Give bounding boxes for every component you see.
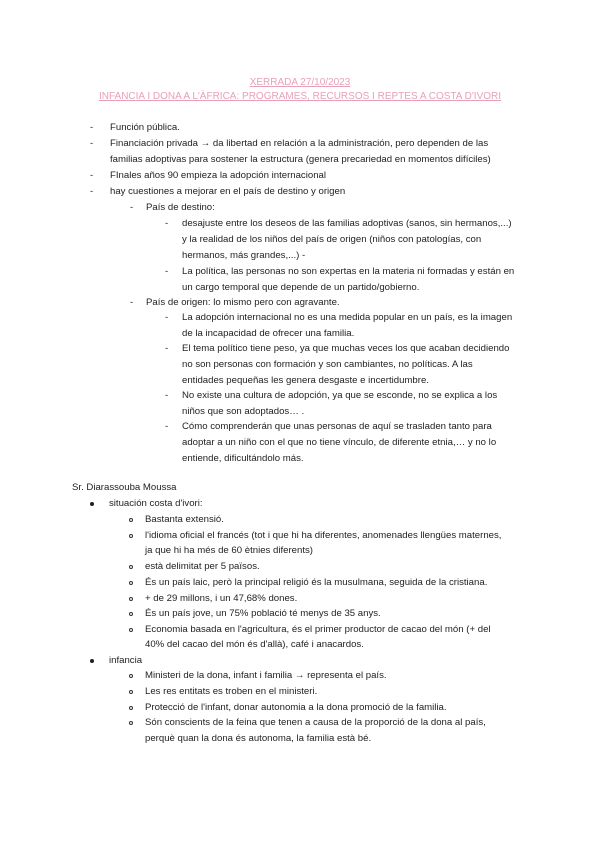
situacion-item-2-cont: ja que hi ha més de 60 ètnies diferents) [145, 545, 313, 556]
origen-point-3: No existe una cultura de adopción, ya que se esconde, no se explica a los [182, 390, 498, 401]
circle-bullet-icon [129, 534, 133, 538]
dash-marker: - [165, 390, 169, 401]
origen-point-3-cont: niños que son adoptados… . [182, 406, 305, 417]
dash-marker: - [165, 266, 169, 277]
infancia-item-4-cont: perquè quan la dona és autonoma, la familia està bé. [145, 733, 372, 744]
infancia-item-4: Són conscients de la feina que tenen a causa de la proporció de la dona al país, [145, 717, 486, 728]
list-item-situacion: situación costa d'ivori: [109, 498, 203, 509]
circle-bullet-icon [129, 612, 133, 616]
dash-marker: - [165, 421, 169, 432]
destino-point-1-cont: hermanos, más grandes,...) - [182, 250, 306, 261]
destino-point-2: La política, las personas no son expertas en la materia ni formadas y están en [182, 266, 515, 277]
origen-point-2-cont: no son personas con formación y son cambiantes, no políticas. A las [182, 359, 473, 370]
origen-point-2-cont: entidades pequeñas les genera desgaste e incertidumbre. [182, 375, 429, 386]
dash-marker: - [90, 138, 94, 149]
dash-marker: - [90, 122, 94, 133]
list-item-funcion-publica: Función pública. [110, 122, 180, 133]
circle-bullet-icon [129, 706, 133, 710]
bullet-icon [90, 659, 94, 663]
list-item-pais-origen: País de origen: lo mismo pero con agravante. [146, 297, 340, 308]
destino-point-2-cont: un cargo temporal que depende de un partido/gobierno. [182, 282, 420, 293]
circle-bullet-icon [129, 674, 133, 678]
circle-bullet-icon [129, 518, 133, 522]
origen-point-4-cont: entiende, dificultándolo más. [182, 453, 304, 464]
circle-bullet-icon [129, 565, 133, 569]
list-item-infancia: infancia [109, 655, 143, 666]
infancia-item-1: Ministeri de la dona, infant i familia → representa el país. [145, 670, 387, 681]
dash-marker: - [130, 202, 134, 213]
origen-point-4-cont: adoptar a un niño con el que no tiene vínculo, de diferente etnia,… y no lo [182, 437, 497, 448]
dash-marker: - [165, 218, 169, 229]
origen-point-1: La adopción internacional no es una medida popular en un país, es la imagen [182, 312, 513, 323]
origen-point-1-cont: de la incapacidad de ofrecer una familia. [182, 328, 355, 339]
bullet-icon [90, 502, 94, 506]
list-item-financiacion: Financiación privada → da libertad en relación a la administración, pero dependen de las [110, 138, 489, 149]
situacion-item-2: l'idioma oficial el francés (tot i que hi ha diferentes, anomenades llengües maternes, [145, 530, 502, 541]
destino-point-1-cont: y la realidad de los niños del país de origen (niños con patologías, con [182, 234, 482, 245]
infancia-item-2: Les res entitats es troben en el ministeri. [145, 686, 318, 697]
origen-point-4: Cómo comprenderán que unas personas de aquí se trasladen tanto para [182, 421, 492, 432]
list-item-cuestiones: hay cuestiones a mejorar en el país de destino y origen [110, 186, 346, 197]
situacion-item-1: Bastanta extensió. [145, 514, 224, 525]
dash-marker: - [165, 343, 169, 354]
infancia-item-3: Protecció de l'infant, donar autonomia a la dona promoció de la familia. [145, 702, 447, 713]
situacion-item-7-cont: 40% del cacao del món és d'allà), café i anacardos. [145, 639, 364, 650]
situacion-item-3: està delimitat per 5 països. [145, 561, 260, 572]
situacion-item-4: És un país laic, però la principal religió és la musulmana, seguida de la cristiana. [145, 577, 488, 588]
situacion-item-6: És un país jove, un 75% població té menys de 35 anys. [145, 608, 381, 619]
list-item-anos-90: FInales años 90 empieza la adopción internacional [110, 170, 326, 181]
dash-marker: - [165, 312, 169, 323]
circle-bullet-icon [129, 628, 133, 632]
list-item-pais-destino: País de destino: [146, 202, 215, 213]
dash-marker: - [90, 186, 94, 197]
document-subtitle: INFANCIA I DONA A L'ÀFRICA: PROGRAMES, RECURSOS I REPTES A COSTA D'IVORI [98, 91, 502, 102]
situacion-item-5: + de 29 millons, i un 47,68% dones. [145, 593, 298, 604]
circle-bullet-icon [129, 690, 133, 694]
circle-bullet-icon [129, 597, 133, 601]
circle-bullet-icon [129, 721, 133, 725]
dash-marker: - [90, 170, 94, 181]
destino-point-1: desajuste entre los deseos de las familias adoptivas (sanos, sin hermanos,...) [182, 218, 512, 229]
document-title: XERRADA 27/10/2023 [249, 77, 351, 88]
speaker-name: Sr. Diarassouba Moussa [72, 482, 177, 493]
list-item-financiacion-cont: familias adoptivas para sostener la estructura (genera precariedad en momentos difíciles) [110, 154, 491, 165]
dash-marker: - [130, 297, 134, 308]
situacion-item-7: Economia basada en l'agricultura, és el primer productor de cacao del món (+ del [145, 624, 491, 635]
circle-bullet-icon [129, 581, 133, 585]
origen-point-2: El tema político tiene peso, ya que muchas veces los que acaban decidiendo [182, 343, 510, 354]
